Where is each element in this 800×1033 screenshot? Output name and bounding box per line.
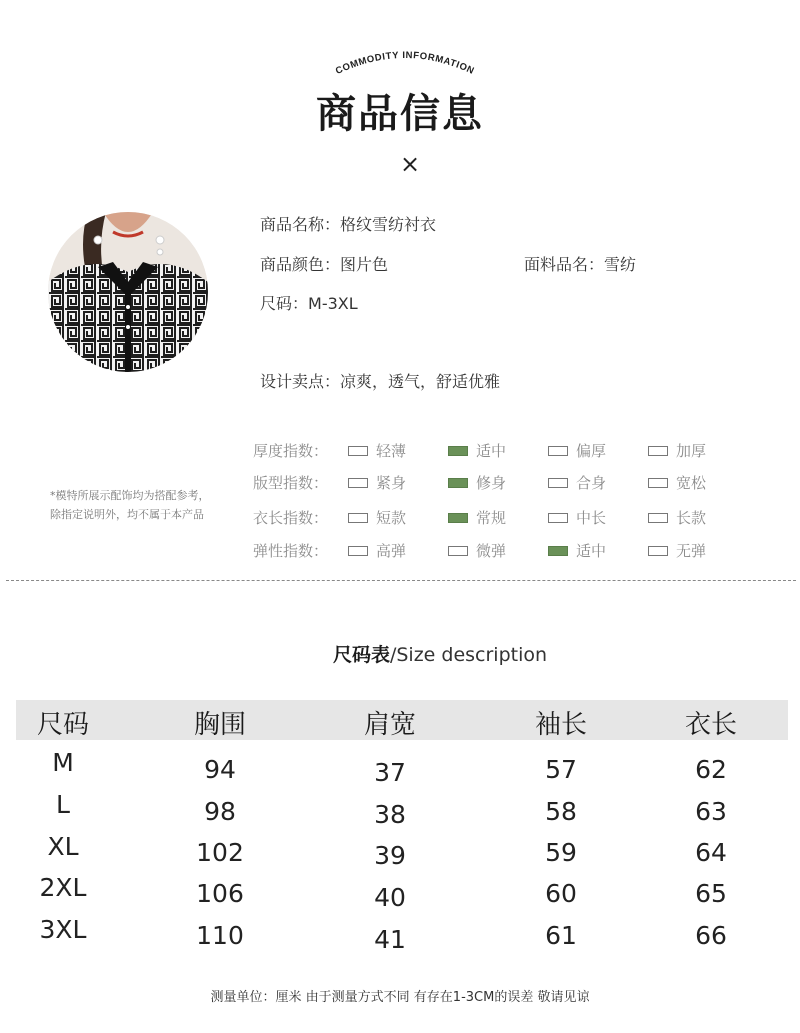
index-option-label: 轻薄 <box>376 442 407 460</box>
fabric-line <box>524 252 636 275</box>
size-table-cell: 61 <box>545 921 577 950</box>
index-label: 厚度指数： <box>253 442 329 460</box>
size-table-column-header: 衣长 <box>684 710 737 740</box>
index-option <box>548 507 606 528</box>
index-row <box>253 472 733 494</box>
index-option <box>548 440 606 461</box>
size-table-column-header: 尺码 <box>36 710 89 740</box>
unchecked-box-icon <box>348 546 368 556</box>
checked-box-icon <box>448 446 468 456</box>
product-color-label: 商品颜色： <box>260 255 341 274</box>
fabric-value: 雪纺 <box>604 255 637 274</box>
index-option-label: 宽松 <box>676 474 707 492</box>
index-option-label: 高弹 <box>376 542 407 560</box>
unchecked-box-icon <box>648 478 668 488</box>
size-table-cell: 102 <box>196 838 244 867</box>
index-option <box>448 440 506 461</box>
index-option-label: 偏厚 <box>576 442 607 460</box>
index-option-label: 加厚 <box>676 442 707 460</box>
selling-point-label: 设计卖点： <box>260 372 341 391</box>
index-option <box>648 540 706 561</box>
size-table-cell: 64 <box>695 838 727 867</box>
index-option-label: 短款 <box>376 509 407 527</box>
checked-box-icon <box>448 478 468 488</box>
page-title: 商品信息 <box>316 91 484 137</box>
size-range-value: M-3XL <box>308 294 358 313</box>
index-option <box>448 507 506 528</box>
index-option-label: 修身 <box>476 474 507 492</box>
size-table-heading <box>0 640 800 667</box>
product-name-line <box>260 212 436 235</box>
product-name-value: 格纹雪纺衬衣 <box>340 215 437 234</box>
selling-point-line <box>260 369 500 392</box>
size-table-cell: 65 <box>695 879 727 908</box>
index-option-label: 常规 <box>476 509 507 527</box>
index-option <box>348 540 406 561</box>
unchecked-box-icon <box>348 446 368 456</box>
commodity-information-arc <box>320 38 490 88</box>
size-heading-cn: 尺码表 <box>332 644 390 666</box>
index-option-label: 中长 <box>576 509 607 527</box>
size-table-cell: 110 <box>196 921 244 950</box>
product-photo <box>48 212 208 372</box>
size-table-cell: 39 <box>374 841 406 870</box>
index-label: 衣长指数： <box>253 509 329 527</box>
index-option-label: 长款 <box>676 509 707 527</box>
cross-icon: × <box>399 150 421 178</box>
size-range-label: 尺码： <box>260 294 309 313</box>
svg-text:COMMODITY INFORMATION <box>334 50 476 77</box>
size-heading-en: /Size description <box>389 644 548 666</box>
selling-point-value: 凉爽，透气，舒适优雅 <box>340 372 501 391</box>
index-option <box>448 540 506 561</box>
index-option <box>348 440 406 461</box>
dashed-divider <box>6 580 796 581</box>
size-table-column-header: 袖长 <box>534 710 587 740</box>
size-table-cell: 60 <box>545 879 577 908</box>
size-table-cell: 94 <box>204 755 236 784</box>
size-range-line <box>260 291 358 314</box>
size-table-cell: 62 <box>695 755 727 784</box>
product-color-value: 图片色 <box>340 255 389 274</box>
size-table-cell: 40 <box>374 883 406 912</box>
size-table-cell: M <box>52 748 74 777</box>
size-table-column-header: 胸围 <box>193 710 246 740</box>
size-table-cell: 66 <box>695 921 727 950</box>
fabric-label: 面料品名： <box>524 255 605 274</box>
index-option <box>548 540 606 561</box>
size-table-cell: XL <box>47 832 79 861</box>
model-accessory-note: *模特所展示配饰均为搭配参考，除指定说明外，均不属于本产品 <box>50 489 210 521</box>
size-table-cell: 41 <box>374 925 406 954</box>
index-option-label: 适中 <box>476 442 507 460</box>
size-table-cell: 2XL <box>39 873 87 902</box>
checked-box-icon <box>548 546 568 556</box>
unchecked-box-icon <box>648 513 668 523</box>
size-table-cell: L <box>56 790 70 819</box>
index-option <box>348 507 406 528</box>
arc-text: COMMODITY INFORMATION <box>333 49 477 77</box>
unchecked-box-icon <box>548 513 568 523</box>
index-row <box>253 440 733 462</box>
size-table-column-header: 肩宽 <box>363 710 416 740</box>
unchecked-box-icon <box>548 478 568 488</box>
size-table-cell: 38 <box>374 800 406 829</box>
index-option <box>648 507 706 528</box>
size-table-cell: 63 <box>695 797 727 826</box>
unchecked-box-icon <box>648 446 668 456</box>
index-option <box>648 472 706 493</box>
size-table-cell: 58 <box>545 797 577 826</box>
checked-box-icon <box>448 513 468 523</box>
index-option <box>548 472 606 493</box>
index-option-label: 紧身 <box>376 474 407 492</box>
index-option <box>648 440 706 461</box>
size-table-cell: 37 <box>374 758 406 787</box>
index-option-label: 无弹 <box>676 542 707 560</box>
index-label: 版型指数： <box>253 474 329 492</box>
size-table-cell: 106 <box>196 879 244 908</box>
unchecked-box-icon <box>348 513 368 523</box>
unchecked-box-icon <box>348 478 368 488</box>
index-row <box>253 540 733 562</box>
index-option <box>448 472 506 493</box>
index-option-label: 微弹 <box>476 542 507 560</box>
size-table-cell: 3XL <box>39 915 87 944</box>
unchecked-box-icon <box>448 546 468 556</box>
size-table-cell: 59 <box>545 838 577 867</box>
index-row <box>253 507 733 529</box>
measurement-note: 测量单位：厘米 由于测量方式不同 有存在1-3CM的误差 敬请见谅 <box>210 990 590 1005</box>
product-name-label: 商品名称： <box>260 215 341 234</box>
index-option-label: 合身 <box>576 474 607 492</box>
unchecked-box-icon <box>648 546 668 556</box>
index-option <box>348 472 406 493</box>
size-table-cell: 98 <box>204 797 236 826</box>
product-color-line <box>260 252 388 275</box>
index-option-label: 适中 <box>576 542 607 560</box>
size-table-cell: 57 <box>545 755 577 784</box>
unchecked-box-icon <box>548 446 568 456</box>
index-label: 弹性指数： <box>253 542 329 560</box>
